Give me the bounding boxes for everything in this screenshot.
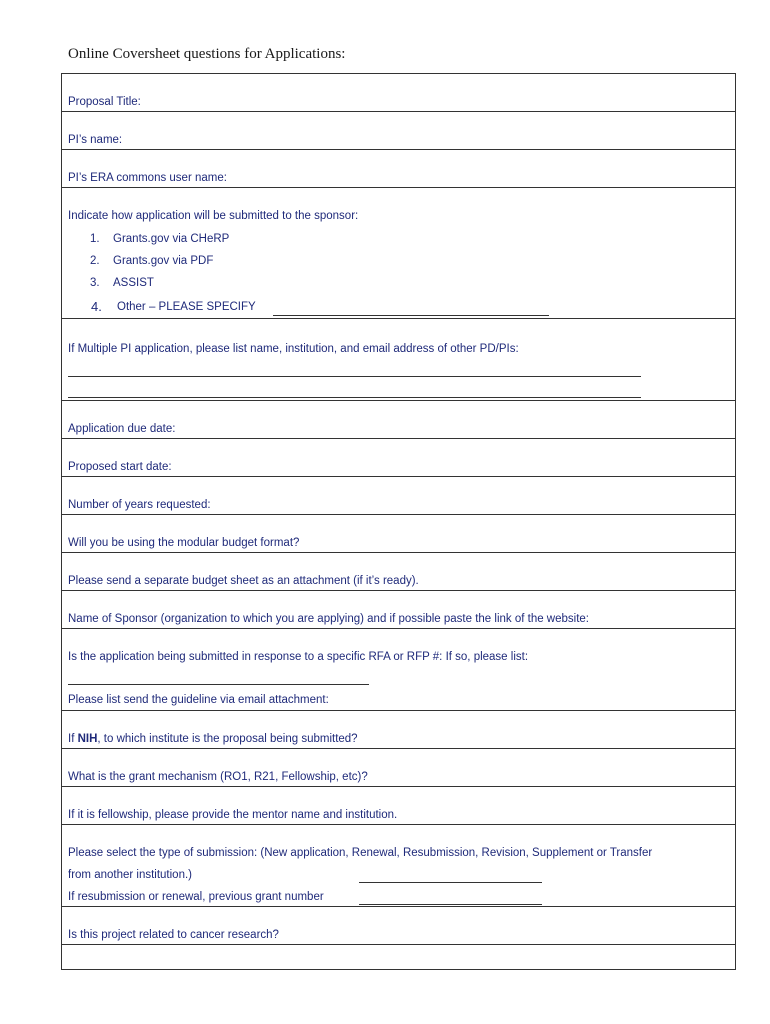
row-multiple-pi[interactable] — [62, 319, 735, 401]
other-specify-blank[interactable] — [273, 315, 549, 316]
row-proposal-title[interactable] — [62, 74, 735, 112]
option-number: 1. — [90, 233, 100, 245]
years-label: Number of years requested: — [68, 499, 211, 511]
start-date-label: Proposed start date: — [68, 461, 172, 473]
row-sponsor[interactable] — [62, 591, 735, 629]
row-nih[interactable] — [62, 711, 735, 749]
modular-budget-label: Will you be using the modular budget format? — [68, 537, 300, 549]
proposal-title-label: Proposal Title: — [68, 96, 141, 108]
submission-type-line2: from another institution.) — [68, 869, 193, 881]
rfa-label: Is the application being submitted in response to a specific RFA or RFP #: If so, please list: — [68, 651, 529, 663]
era-commons-label: PI’s ERA commons user name: — [68, 172, 227, 184]
row-era-commons[interactable] — [62, 150, 735, 188]
row-submission-method[interactable] — [62, 188, 735, 319]
cancer-label: Is this project related to cancer research? — [68, 929, 279, 941]
budget-sheet-label: Please send a separate budget sheet as an attachment (if it’s ready). — [68, 575, 419, 587]
nih-prefix: If — [68, 733, 78, 745]
row-pi-name[interactable] — [62, 112, 735, 150]
rfa-blank[interactable] — [68, 684, 369, 685]
page-title: Online Coversheet questions for Applications: — [68, 46, 346, 62]
submission-type-blank[interactable] — [359, 882, 542, 883]
submission-method-prompt: Indicate how application will be submitted to the sponsor: — [68, 210, 359, 222]
row-empty[interactable] — [62, 945, 735, 969]
row-cancer[interactable] — [62, 907, 735, 945]
multiple-pi-blank-1[interactable] — [68, 376, 641, 377]
submission-type-line1: Please select the type of submission: (New application, Renewal, Resubmission, Revision, Supplement or Transfer — [68, 847, 653, 859]
pi-name-label: PI’s name: — [68, 134, 123, 146]
row-fellowship[interactable] — [62, 787, 735, 825]
option-other[interactable]: Other – PLEASE SPECIFY — [117, 301, 256, 313]
option-grants-gov-cherp[interactable]: Grants.gov via CHeRP — [113, 233, 230, 245]
option-number: 4. — [91, 299, 102, 314]
sponsor-label: Name of Sponsor (organization to which you are applying) and if possible paste the link of the website: — [68, 613, 589, 625]
row-rfa[interactable] — [62, 629, 735, 711]
option-number: 3. — [90, 277, 100, 289]
nih-bold: NIH — [77, 733, 98, 745]
previous-grant-blank[interactable] — [359, 904, 542, 905]
fellowship-label: If it is fellowship, please provide the mentor name and institution. — [68, 809, 398, 821]
previous-grant-label: If resubmission or renewal, previous grant number — [68, 891, 324, 903]
row-years[interactable] — [62, 477, 735, 515]
due-date-label: Application due date: — [68, 423, 176, 435]
row-submission-type[interactable] — [62, 825, 735, 907]
row-budget-sheet[interactable] — [62, 553, 735, 591]
guideline-label: Please list send the guideline via email attachment: — [68, 694, 329, 706]
mechanism-label: What is the grant mechanism (RO1, R21, Fellowship, etc)? — [68, 771, 368, 783]
multiple-pi-label: If Multiple PI application, please list name, institution, and email address of other PD/PIs: — [68, 343, 519, 355]
row-start-date[interactable] — [62, 439, 735, 477]
option-grants-gov-pdf[interactable]: Grants.gov via PDF — [113, 255, 214, 267]
row-due-date[interactable] — [62, 401, 735, 439]
coversheet-form — [61, 73, 736, 970]
option-number: 2. — [90, 255, 100, 267]
row-mechanism[interactable] — [62, 749, 735, 787]
nih-label — [68, 733, 358, 745]
option-assist[interactable]: ASSIST — [113, 277, 154, 289]
nih-suffix: , to which institute is the proposal being submitted? — [97, 733, 358, 745]
row-modular-budget[interactable] — [62, 515, 735, 553]
multiple-pi-blank-2[interactable] — [68, 397, 641, 398]
